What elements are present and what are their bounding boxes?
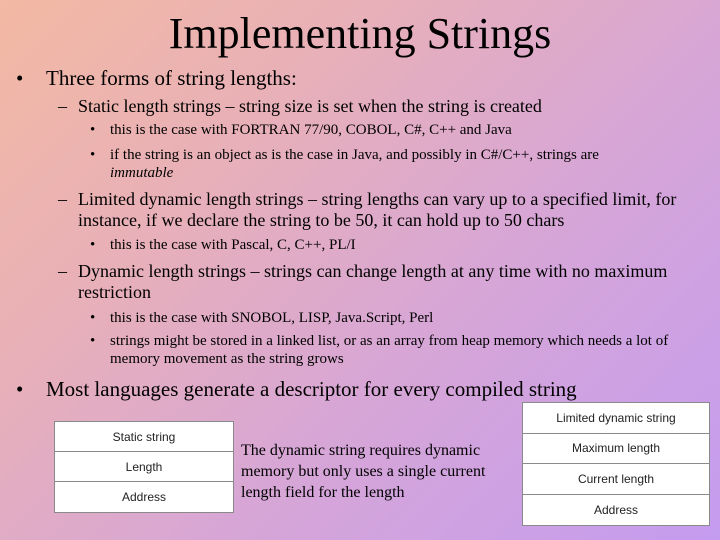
limited-descriptor-current-length: Current length: [523, 464, 709, 495]
bullet-mark: •: [16, 377, 24, 401]
bullet-text: Dynamic length strings – strings can change length at any time with no maximum restriction: [78, 261, 668, 302]
dynamic-string-note: The dynamic string requires dynamic memory but only uses a single current length field for the length: [241, 442, 486, 501]
bullet-text: Three forms of string lengths:: [46, 66, 297, 90]
immutable-sentence: if the string is an object as is the case in Java, and possibly in C#/C++, strings are: [110, 147, 599, 163]
limited-descriptor-address: Address: [593, 502, 639, 517]
sub-bullet-static-immutable: [90, 146, 710, 182]
bullet-limited-dynamic: [58, 189, 708, 231]
limited-descriptor-table: [522, 402, 710, 526]
slide-title: Implementing Strings: [168, 9, 552, 58]
static-descriptor-table: [54, 421, 234, 513]
bullet-mark: •: [90, 122, 96, 138]
bullet-text: Limited dynamic length strings – string lengths can vary up to a specified limit, for instance, if we declare the string to be 50, it can hold up to 50 chars: [78, 189, 677, 230]
bullet-text: this is the case with FORTRAN 77/90, COBOL, C#, C++ and Java: [110, 122, 512, 138]
limited-descriptor-type: Limited dynamic string: [523, 403, 709, 434]
dash-mark: –: [58, 96, 67, 116]
static-descriptor-address: Address: [121, 490, 167, 504]
limited-descriptor-max-length: Maximum length: [523, 434, 709, 465]
sub-bullet-static-languages: [90, 121, 710, 139]
bullet-dynamic-length: [58, 261, 708, 303]
bullet-mark: •: [90, 310, 96, 326]
bullet-mark: •: [90, 237, 96, 253]
bullet-mark: •: [16, 66, 24, 90]
sub-bullet-limited-languages: [90, 236, 710, 254]
bullet-text: strings might be stored in a linked list, or as an array from heap memory which needs a lot of memory movement as the string grows: [110, 333, 669, 367]
static-descriptor-type: Static string: [55, 422, 233, 452]
static-descriptor-length: Length: [55, 452, 233, 482]
bullet-text: this is the case with SNOBOL, LISP, Java.Script, Perl: [110, 310, 434, 326]
bullet-text: this is the case with Pascal, C, C++, PL/I: [110, 237, 356, 253]
sub-bullet-dynamic-storage: [90, 332, 710, 368]
dash-mark: –: [58, 261, 67, 281]
bullet-static-length: [58, 96, 708, 117]
immutable-word: immutable: [110, 165, 174, 181]
dash-mark: –: [58, 189, 67, 209]
bullet-mark: •: [90, 147, 96, 163]
bullet-text: Static length strings – string size is set when the string is created: [78, 96, 542, 116]
bullet-text: Most languages generate a descriptor for every compiled string: [46, 377, 577, 401]
bullet-text: [110, 146, 710, 182]
sub-bullet-dynamic-languages: [90, 309, 710, 327]
bullet-mark: •: [90, 333, 96, 349]
